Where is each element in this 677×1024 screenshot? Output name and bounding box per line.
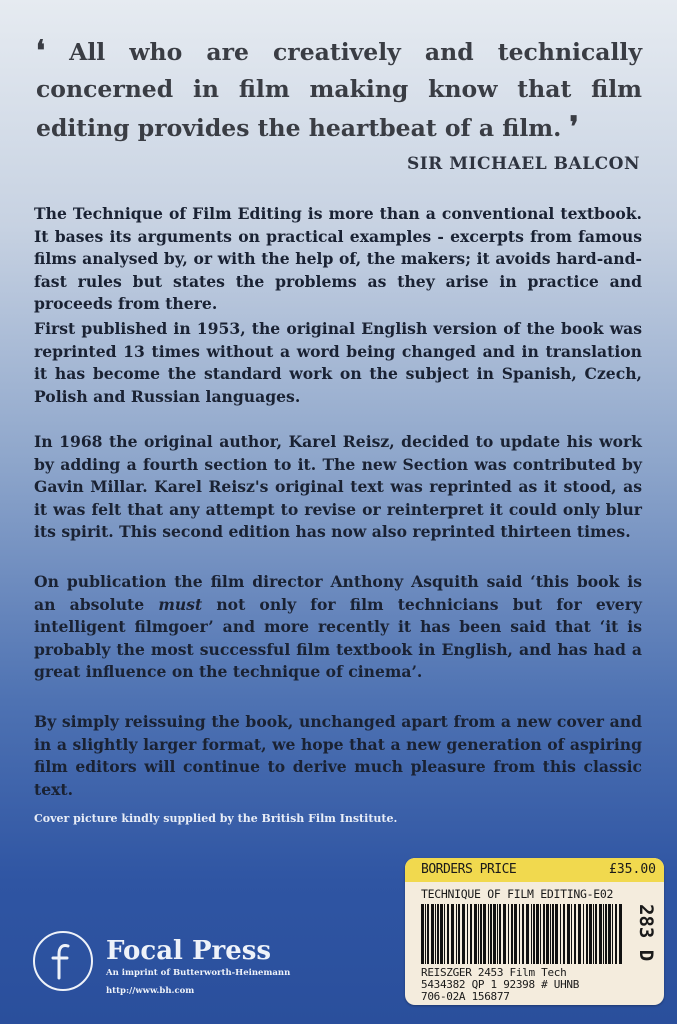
barcode-bar xyxy=(514,904,517,964)
paragraph-1 xyxy=(34,203,642,316)
paragraph-4-text-a: On publication the film director Anthony Asquith said ‘this book is an absolute xyxy=(34,572,642,614)
sticker-title: TECHNIQUE OF FILM EDITING-E02 xyxy=(421,887,614,901)
sticker-line-2: 5434382 QP 1 92398 # UHNB xyxy=(421,978,580,991)
paragraph-4 xyxy=(34,571,642,684)
barcode-bar xyxy=(605,904,607,964)
barcode-bar xyxy=(427,904,429,964)
price-label: BORDERS PRICE xyxy=(421,862,517,877)
price-sticker xyxy=(405,858,664,1005)
barcode-bar xyxy=(490,904,492,964)
barcode-bar xyxy=(595,904,597,964)
pull-quote xyxy=(36,32,642,147)
barcode-bar xyxy=(474,904,477,964)
publisher-block xyxy=(106,936,290,996)
barcode-bar xyxy=(503,904,506,964)
paragraph-3: In 1968 the original author, Karel Reisz, decided to update his work by adding a fourth section to it. The new Section was contributed by Gavin Millar. Karel Reisz's original text was reprinted as it stood, as it was felt that any attempt to revise or reinterpret it could only blur its spirit. This second edition has now also reprinted thirteen times. xyxy=(34,432,642,541)
cover-credit: Cover picture kindly supplied by the British Film Institute. xyxy=(34,812,398,825)
barcode-bar xyxy=(531,904,532,964)
price-banner xyxy=(405,858,664,882)
book-title: The Technique of Film Editing xyxy=(34,204,302,223)
paragraph-2: First published in 1953, the original English version of the book was reprinted 13 times without a word being changed and in translation it has become the standard work on the subject in Spanish, Czech, Polish and Russian languages. xyxy=(34,319,642,406)
barcode-bar xyxy=(493,904,496,964)
barcode-bar xyxy=(593,904,594,964)
barcode-bar xyxy=(536,904,539,964)
barcode-bar xyxy=(563,904,565,964)
barcode-bar xyxy=(619,904,622,964)
quote-attribution: SIR MICHAEL BALCON xyxy=(406,154,640,174)
barcode-bar xyxy=(470,904,472,964)
barcode-bar xyxy=(431,904,434,964)
barcode-bar xyxy=(578,904,581,964)
close-quote-mark: ❜ xyxy=(569,110,579,143)
barcode-bar xyxy=(437,904,439,964)
barcode-bar xyxy=(425,904,426,964)
barcode-bar xyxy=(522,904,524,964)
emphasis-must: must xyxy=(158,594,203,614)
barcode-bar xyxy=(456,904,457,964)
barcode-bar xyxy=(603,904,604,964)
barcode-bar xyxy=(533,904,535,964)
barcode-bar xyxy=(519,904,520,964)
barcode-bar xyxy=(589,904,592,964)
barcode-bar xyxy=(499,904,501,964)
barcode-bar xyxy=(543,904,545,964)
barcode-bar xyxy=(615,904,617,964)
publisher-imprint: An imprint of Butterworth-Heinemann xyxy=(106,968,291,978)
paragraph-4-text-b: not only for film technicians but for every intelligent filmgoer’ and more recently it has been said that ‘it is probably the most successful film textbook in English, and has had a great influence on the technique of cinema’. xyxy=(34,594,642,681)
barcode-bar xyxy=(447,904,449,964)
barcode-bar xyxy=(571,904,572,964)
barcode-bar xyxy=(508,904,509,964)
barcode-bar xyxy=(526,904,529,964)
publisher-name: Focal Press xyxy=(106,936,272,966)
barcode-bar xyxy=(612,904,613,964)
sku-text: 283 D xyxy=(635,904,657,962)
barcode-bar xyxy=(586,904,588,964)
barcode-bar xyxy=(458,904,460,964)
quote-text: All who are creatively and technically concerned in film making know that film editing provides the heartbeat of a film. xyxy=(36,38,643,142)
barcode-bar xyxy=(583,904,584,964)
open-quote-mark: ❛ xyxy=(36,34,46,67)
barcode-bar xyxy=(540,904,541,964)
barcode-bar xyxy=(451,904,454,964)
barcode-bar xyxy=(560,904,561,964)
barcode-bar xyxy=(511,904,513,964)
barcode-bar xyxy=(608,904,611,964)
barcode-bar xyxy=(483,904,486,964)
barcode-bar xyxy=(599,904,602,964)
barcode-bar xyxy=(435,904,436,964)
barcode-bar xyxy=(497,904,498,964)
sku-label xyxy=(632,902,662,972)
barcode-bar xyxy=(550,904,551,964)
barcode-bar xyxy=(555,904,558,964)
barcode-bar xyxy=(478,904,479,964)
barcode-bar xyxy=(567,904,570,964)
price-value: £35.00 xyxy=(609,862,656,877)
barcode-bar xyxy=(546,904,549,964)
barcode-bar xyxy=(574,904,576,964)
publisher-url: http://www.bh.com xyxy=(106,986,195,996)
sticker-line-3: 706-02A 156877 xyxy=(421,990,510,1003)
barcode-bar xyxy=(444,904,445,964)
barcode-bar xyxy=(462,904,465,964)
barcode-bar xyxy=(488,904,489,964)
barcode-bar xyxy=(421,904,424,964)
sticker-line-1: REISZGER 2453 Film Tech xyxy=(421,966,567,979)
focal-press-logo-icon xyxy=(32,930,94,992)
barcode-bar xyxy=(467,904,468,964)
barcode-bar xyxy=(440,904,443,964)
barcode-icon xyxy=(421,904,625,964)
paragraph-1-text: is more than a conventional textbook. It bases its arguments on practical examples - excerpts from famous films analysed by, or with the help of, the makers; it avoids hard-and-fast rules but states the problems as they arise in practice and proceeds from there. xyxy=(34,204,642,313)
paragraph-5: By simply reissuing the book, unchanged apart from a new cover and in a slightly larger format, we hope that a new generation of aspiring film editors will continue to derive much pleasure from this classic text. xyxy=(34,712,642,799)
barcode-bar xyxy=(480,904,482,964)
barcode-bar xyxy=(552,904,554,964)
